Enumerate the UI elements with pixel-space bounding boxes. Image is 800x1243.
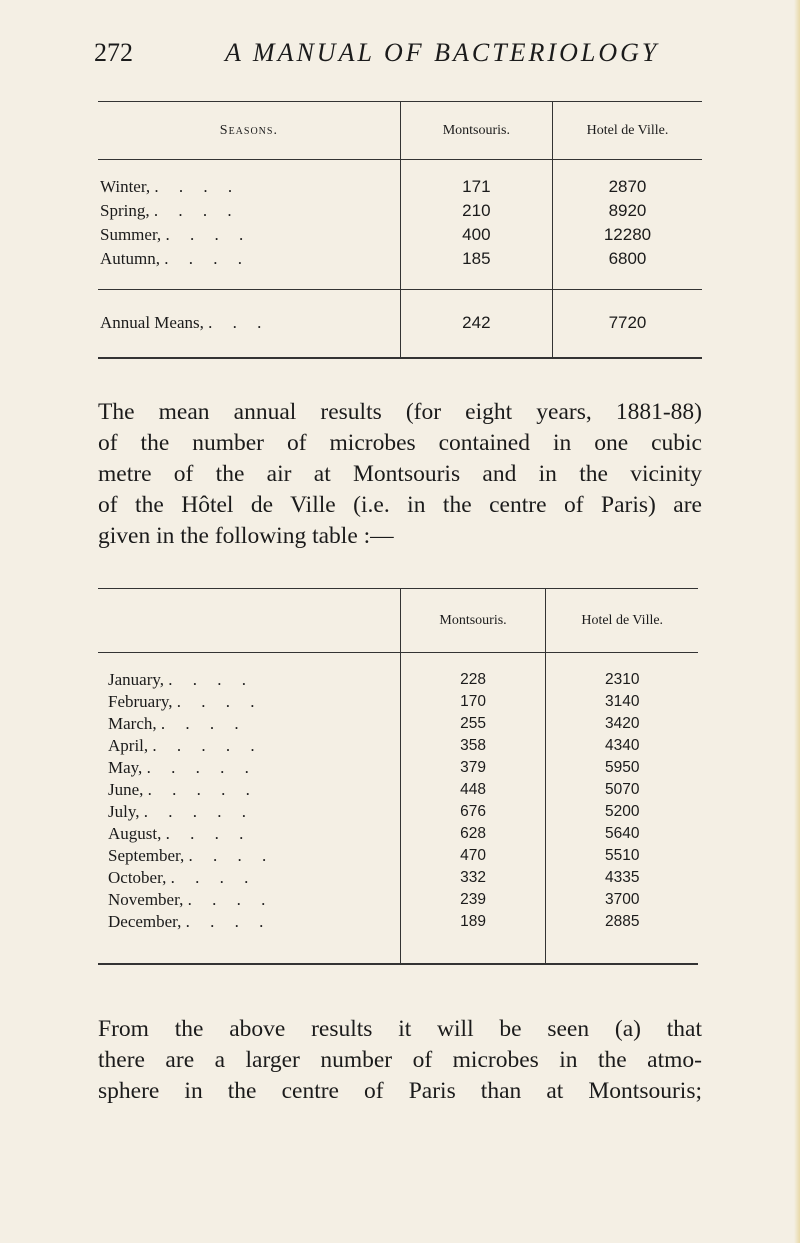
running-title: A MANUAL OF BACTERIOLOGY [225, 38, 660, 67]
row-label: January, [108, 670, 165, 689]
table-row [98, 845, 698, 867]
table-row [98, 889, 698, 911]
montsouris-value: 400 [400, 223, 552, 247]
table-row [98, 669, 698, 691]
hotel-de-ville-value: 2310 [546, 669, 698, 691]
dot-leader: . . . . [176, 692, 263, 711]
hotel-de-ville-value: 7720 [552, 311, 702, 335]
dot-leader: . . . . [165, 225, 252, 244]
row-label: November, [108, 890, 184, 909]
hotel-de-ville-value: 3420 [546, 713, 698, 735]
row-label: December, [108, 912, 182, 931]
dot-leader: . . . . [160, 714, 247, 733]
montsouris-value: 189 [400, 911, 546, 933]
hotel-de-ville-value: 5950 [546, 757, 698, 779]
page-number: 272 [94, 38, 133, 67]
hotel-de-ville-value: 4340 [546, 735, 698, 757]
table-total-row [98, 311, 702, 335]
row-label: April, [108, 736, 149, 755]
dot-leader: . . . . [185, 912, 272, 931]
body-paragraph [98, 1014, 702, 1107]
montsouris-value: 628 [400, 823, 546, 845]
text-line: The mean annual results (for eight years, 1881-88) [98, 399, 702, 425]
table-row [98, 247, 702, 271]
hotel-de-ville-value: 5200 [546, 801, 698, 823]
table-row [98, 223, 702, 247]
montsouris-value: 470 [400, 845, 546, 867]
hotel-de-ville-value: 4335 [546, 867, 698, 889]
table-row [98, 691, 698, 713]
montsouris-value: 332 [400, 867, 546, 889]
text-line: there are a larger number of microbes in the atmo- [98, 1047, 702, 1073]
row-label: September, [108, 846, 185, 865]
table-header-row [98, 102, 702, 160]
table-row [98, 779, 698, 801]
montsouris-value: 228 [400, 669, 546, 691]
dot-leader: . . . . [153, 201, 240, 220]
montsouris-value: 239 [400, 889, 546, 911]
table-row [98, 867, 698, 889]
hotel-de-ville-value: 5640 [546, 823, 698, 845]
table-row [98, 911, 698, 933]
montsouris-value: 210 [400, 199, 552, 223]
row-label: Summer, [100, 225, 162, 244]
dot-leader: . . . . [164, 249, 250, 268]
montsouris-value: 185 [400, 247, 552, 271]
row-label: August, [108, 824, 162, 843]
row-label: Annual Means, [100, 313, 204, 332]
column-header-montsouris: Montsouris. [400, 102, 552, 160]
column-header-blank [98, 589, 400, 653]
dot-leader: . . . . [188, 846, 275, 865]
seasons-table [98, 101, 702, 359]
hotel-de-ville-value: 3700 [546, 889, 698, 911]
montsouris-value: 448 [400, 779, 546, 801]
montsouris-value: 171 [400, 175, 552, 199]
dot-leader: . . . [208, 313, 270, 332]
dot-leader: . . . . . [143, 802, 254, 821]
montsouris-value: 170 [400, 691, 546, 713]
column-header-hotel-de-ville: Hotel de Ville. [552, 102, 702, 160]
row-label: October, [108, 868, 167, 887]
text-line: of the number of microbes contained in one cubic [98, 430, 702, 456]
row-label: March, [108, 714, 157, 733]
table-row [98, 199, 702, 223]
table-row [98, 735, 698, 757]
text-line: metre of the air at Montsouris and in the vicinity [98, 461, 702, 487]
hotel-de-ville-value: 5070 [546, 779, 698, 801]
hotel-de-ville-value: 3140 [546, 691, 698, 713]
dot-leader: . . . . [187, 890, 274, 909]
text-line: sphere in the centre of Paris than at Montsouris; [98, 1078, 702, 1104]
montsouris-value: 676 [400, 801, 546, 823]
row-label: February, [108, 692, 173, 711]
row-label: Spring, [100, 201, 150, 220]
row-label: July, [108, 802, 140, 821]
montsouris-value: 358 [400, 735, 546, 757]
table-row [98, 175, 702, 199]
row-label: June, [108, 780, 144, 799]
row-label: May, [108, 758, 143, 777]
hotel-de-ville-value: 2870 [552, 175, 702, 199]
montsouris-value: 242 [400, 311, 552, 335]
row-label: Autumn, [100, 249, 160, 268]
dot-leader: . . . . . [146, 758, 257, 777]
table-header-row [98, 589, 698, 653]
table-row [98, 757, 698, 779]
text-line: From the above results it will be seen (a) that [98, 1016, 702, 1042]
text-line: given in the following table :— [98, 523, 394, 549]
dot-leader: . . . . [170, 868, 257, 887]
column-header-hotel-de-ville: Hotel de Ville. [546, 589, 698, 653]
hotel-de-ville-value: 12280 [552, 223, 702, 247]
page-edge [794, 0, 800, 1243]
monthly-table [98, 588, 698, 965]
page-header [0, 26, 800, 66]
dot-leader: . . . . [165, 824, 252, 843]
body-paragraph [98, 397, 702, 552]
hotel-de-ville-value: 2885 [546, 911, 698, 933]
hotel-de-ville-value: 5510 [546, 845, 698, 867]
dot-leader: . . . . [154, 177, 241, 196]
dot-leader: . . . . . [152, 736, 263, 755]
table-row [98, 713, 698, 735]
column-header-seasons: Seasons. [98, 102, 400, 160]
column-header-montsouris: Montsouris. [400, 589, 546, 653]
row-label: Winter, [100, 177, 151, 196]
hotel-de-ville-value: 8920 [552, 199, 702, 223]
montsouris-value: 379 [400, 757, 546, 779]
dot-leader: . . . . . [147, 780, 258, 799]
text-line: of the Hôtel de Ville (i.e. in the centre of Paris) are [98, 492, 702, 518]
table-row [98, 801, 698, 823]
table-row [98, 823, 698, 845]
montsouris-value: 255 [400, 713, 546, 735]
hotel-de-ville-value: 6800 [552, 247, 702, 271]
dot-leader: . . . . [168, 670, 255, 689]
